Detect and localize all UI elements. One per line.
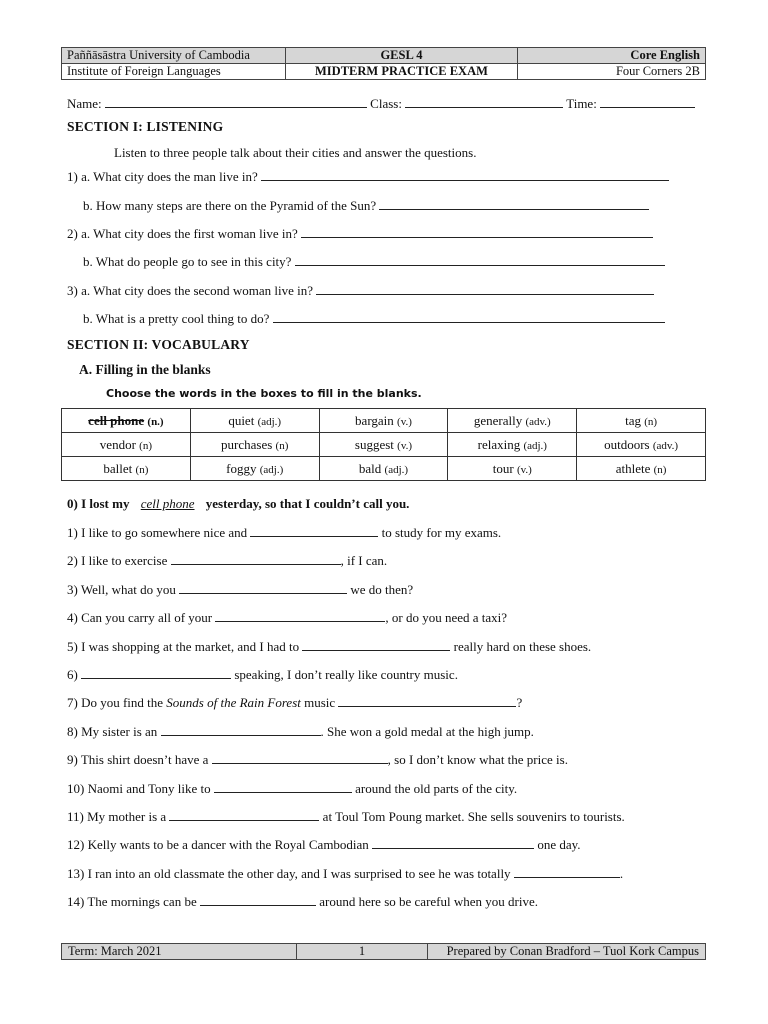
fill-blank-item: 2) I like to exercise , if I can. xyxy=(67,553,388,569)
fill-blank-item: 11) My mother is a at Toul Tom Poung market. She sells souvenirs to tourists. xyxy=(67,809,625,824)
section1-title: SECTION I: LISTENING xyxy=(67,119,224,134)
answer-blank[interactable] xyxy=(295,253,665,266)
term-label: Term: March 2021 xyxy=(62,944,297,960)
question-1a: 1) a. What city does the man live in? xyxy=(67,168,669,185)
answer-blank[interactable] xyxy=(200,893,316,906)
subsection-a-title: A. Filling in the blanks xyxy=(79,362,211,377)
answer-blank[interactable] xyxy=(212,751,388,764)
fill-blank-item: 8) My sister is an . She won a gold medal at the high jump. xyxy=(67,723,534,739)
student-info-row xyxy=(67,95,695,112)
question-3a: 3) a. What city does the second woman live in? xyxy=(67,282,654,299)
university-name: Paññāsāstra University of Cambodia xyxy=(62,48,286,64)
answer-blank[interactable] xyxy=(81,666,231,679)
word-cell: foggy (adj.) xyxy=(190,457,319,481)
answer-blank[interactable] xyxy=(250,524,378,537)
fill-blank-item: 6) speaking, I don’t really like country music. xyxy=(67,667,458,682)
fill-blank-item: 9) This shirt doesn’t have a , so I don’t know what the price is. xyxy=(67,752,568,768)
word-cell: relaxing (adj.) xyxy=(448,433,577,457)
answer-blank[interactable] xyxy=(301,225,653,238)
word-row xyxy=(62,457,706,481)
word-cell: athlete (n) xyxy=(577,457,706,481)
answer-blank[interactable] xyxy=(302,638,450,651)
example-item: 0) I lost my cell phone yesterday, so that I couldn’t call you. xyxy=(67,496,410,511)
exam-header xyxy=(61,47,706,80)
answer-blank[interactable] xyxy=(179,581,347,594)
name-blank[interactable] xyxy=(105,95,367,108)
class-label: Class: xyxy=(370,96,402,111)
class-blank[interactable] xyxy=(405,95,563,108)
word-cell: suggest (v.) xyxy=(319,433,448,457)
answer-blank[interactable] xyxy=(338,694,516,707)
word-cell: generally (adv.) xyxy=(448,409,577,433)
section1-instruction: Listen to three people talk about their cities and answer the questions. xyxy=(114,145,477,160)
answer-blank[interactable] xyxy=(316,282,654,295)
question-1b: b. How many steps are there on the Pyramid of the Sun? xyxy=(83,197,649,214)
fill-blank-item: 13) I ran into an old classmate the other day, and I was surprised to see he was totally . xyxy=(67,865,624,881)
word-row xyxy=(62,433,706,457)
word-box-table xyxy=(61,408,706,481)
answer-blank[interactable] xyxy=(169,808,319,821)
word-cell: tour (v.) xyxy=(448,457,577,481)
word-cell: tag (n) xyxy=(577,409,706,433)
fill-blank-item: 5) I was shopping at the market, and I had to really hard on these shoes. xyxy=(67,638,592,654)
page-footer xyxy=(61,943,706,960)
fill-blank-item: 14) The mornings can be around here so be careful when you drive. xyxy=(67,894,538,910)
answer-blank[interactable] xyxy=(215,609,385,622)
textbook-name: Four Corners 2B xyxy=(518,64,706,80)
course-name: Core English xyxy=(518,48,706,64)
fill-blank-item: 12) Kelly wants to be a dancer with the Royal Cambodian one day. xyxy=(67,837,581,853)
prepared-by: Prepared by Conan Bradford – Tuol Kork Campus xyxy=(428,944,706,960)
answer-blank[interactable] xyxy=(171,552,341,565)
section2-instruction: Choose the words in the boxes to fill in the blanks. xyxy=(106,387,422,400)
institute-name: Institute of Foreign Languages xyxy=(62,64,286,80)
exam-title: MIDTERM PRACTICE EXAM xyxy=(285,64,518,80)
word-cell: bargain (v.) xyxy=(319,409,448,433)
word-cell: outdoors (adv.) xyxy=(577,433,706,457)
answer-blank[interactable] xyxy=(514,865,620,878)
answer-blank[interactable] xyxy=(161,723,321,736)
fill-blank-item: 7) Do you find the Sounds of the Rain Forest music ? xyxy=(67,695,523,711)
page-number: 1 xyxy=(296,944,428,960)
answer-blank[interactable] xyxy=(273,310,665,323)
music-title: Sounds of the Rain Forest xyxy=(166,695,301,711)
answer-blank[interactable] xyxy=(214,780,352,793)
time-label: Time: xyxy=(566,96,597,111)
word-cell: bald (adj.) xyxy=(319,457,448,481)
word-cell: cell phone (n.) xyxy=(62,409,191,433)
fill-blank-item: 4) Can you carry all of your , or do you need a taxi? xyxy=(67,610,508,626)
fill-blank-item: 3) Well, what do you we do then? xyxy=(67,581,414,597)
fill-blank-item: 1) I like to go somewhere nice and to study for my exams. xyxy=(67,525,502,540)
name-label: Name: xyxy=(67,96,102,111)
answer-blank[interactable] xyxy=(372,836,534,849)
time-blank[interactable] xyxy=(600,95,695,108)
word-cell: vendor (n) xyxy=(62,433,191,457)
question-2b: b. What do people go to see in this city? xyxy=(83,253,665,270)
course-code: GESL 4 xyxy=(285,48,518,64)
word-cell: quiet (adj.) xyxy=(190,409,319,433)
section2-title: SECTION II: VOCABULARY xyxy=(67,337,250,352)
question-3b: b. What is a pretty cool thing to do? xyxy=(83,310,665,327)
fill-blank-item: 10) Naomi and Tony like to around the old parts of the city. xyxy=(67,780,518,796)
word-cell: ballet (n) xyxy=(62,457,191,481)
word-cell: purchases (n) xyxy=(190,433,319,457)
answer-blank[interactable] xyxy=(261,168,669,181)
example-answer: cell phone xyxy=(140,496,195,511)
word-row xyxy=(62,409,706,433)
question-2a: 2) a. What city does the first woman live in? xyxy=(67,225,653,242)
answer-blank[interactable] xyxy=(379,197,649,210)
